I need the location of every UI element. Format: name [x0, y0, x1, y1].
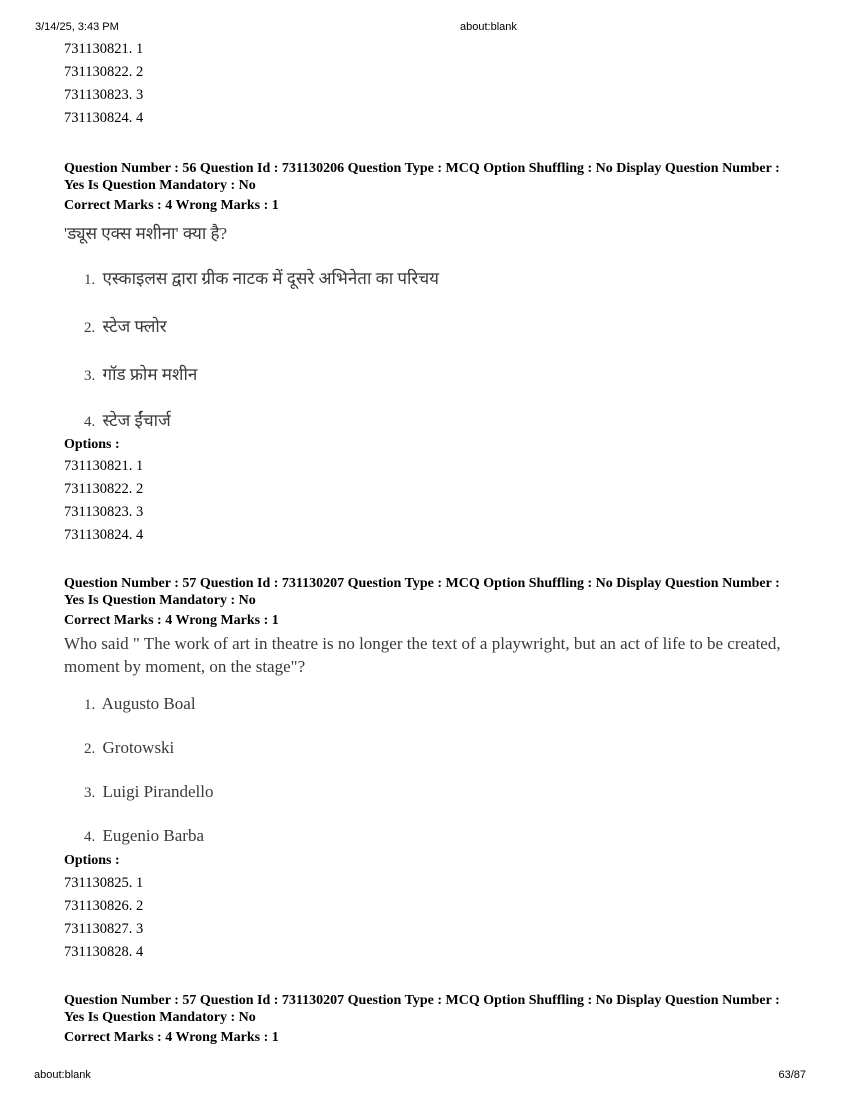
question-marks: Correct Marks : 4 Wrong Marks : 1 [64, 613, 279, 628]
print-datetime: 3/14/25, 3:43 PM [35, 21, 119, 33]
question-image [64, 222, 824, 430]
choice-item: 2. Grotowski [84, 738, 175, 757]
question-stem: Who said " The work of art in theatre is no longer the text of a playwright, but an act of life to be created, moment by moment, on the stage"? [64, 634, 781, 676]
option-line: 731130827. 3 [64, 921, 144, 937]
option-line: 731130826. 2 [64, 898, 144, 914]
previous-options-list [64, 38, 143, 130]
choice-item: 4. स्टेज ईंचार्ज [84, 411, 171, 430]
option-line: 731130828. 4 [64, 944, 144, 960]
choice-item: 1. एस्काइलस द्वारा ग्रीक नाटक में दूसरे अभिनेता का परिचय [84, 269, 440, 288]
choice-item: 3. Luigi Pirandello [84, 782, 214, 801]
question-image [64, 632, 824, 845]
choice-item: 1. Augusto Boal [84, 694, 196, 713]
option-line: 731130823. 3 [64, 87, 144, 103]
options-list [64, 872, 143, 964]
question-header: Question Number : 56 Question Id : 731130206 Question Type : MCQ Option Shuffling : No Display Question Number : Yes Is Question Mandatory : No [64, 161, 780, 193]
question-marks: Correct Marks : 4 Wrong Marks : 1 [64, 198, 279, 213]
question-stem: 'ड्यूस एक्स मशीना' क्या है? [64, 224, 228, 243]
footer-url: about:blank [34, 1069, 91, 1081]
page-number: 63/87 [778, 1069, 806, 1081]
option-line: 731130821. 1 [64, 458, 144, 474]
question-marks: Correct Marks : 4 Wrong Marks : 1 [64, 1030, 279, 1045]
choice-item: 2. स्टेज फ्लोर [84, 317, 167, 336]
option-line: 731130822. 2 [64, 481, 144, 497]
options-label: Options : [64, 853, 120, 868]
options-list [64, 455, 143, 547]
option-line: 731130824. 4 [64, 527, 144, 543]
question-header: Question Number : 57 Question Id : 731130207 Question Type : MCQ Option Shuffling : No Display Question Number : Yes Is Question Mandatory : No [64, 576, 780, 608]
options-label: Options : [64, 437, 120, 452]
option-line: 731130821. 1 [64, 41, 144, 57]
choice-item: 4. Eugenio Barba [84, 826, 204, 845]
option-line: 731130823. 3 [64, 504, 144, 520]
option-line: 731130822. 2 [64, 64, 144, 80]
print-footer [0, 1069, 850, 1083]
choice-item: 3. गॉड फ्रोम मशीन [84, 365, 198, 384]
print-url: about:blank [460, 21, 517, 33]
question-header: Question Number : 57 Question Id : 731130207 Question Type : MCQ Option Shuffling : No Display Question Number : Yes Is Question Mandatory : No [64, 993, 780, 1025]
option-line: 731130825. 1 [64, 875, 144, 891]
option-line: 731130824. 4 [64, 110, 144, 126]
print-header [0, 21, 850, 35]
